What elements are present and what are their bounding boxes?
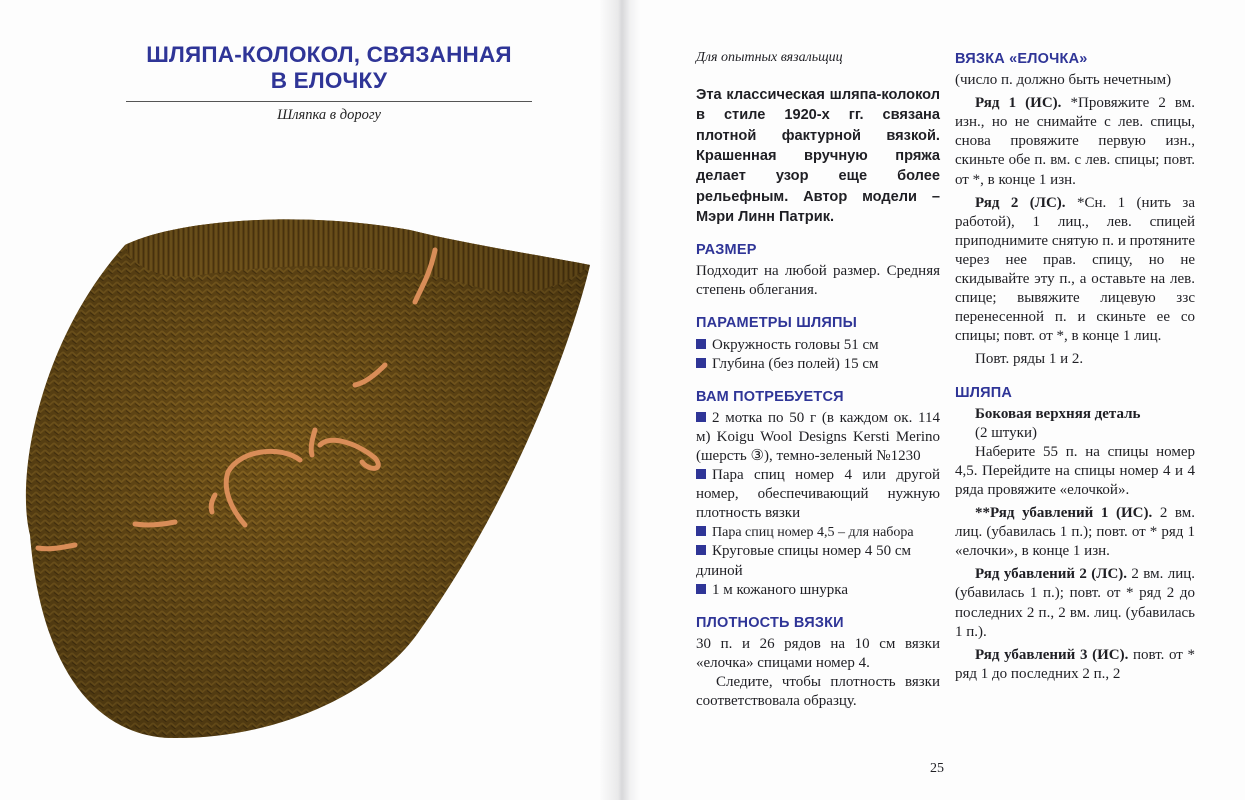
bullet-square-icon <box>696 339 706 349</box>
bullet-square-icon <box>696 412 706 422</box>
bullet-square-icon <box>696 526 706 536</box>
params-heading: ПАРАМЕТРЫ ШЛЯПЫ <box>696 315 858 332</box>
material-item: 1 м кожаного шнурка <box>696 581 940 600</box>
part-count: (2 штуки) <box>975 424 1037 441</box>
gauge-heading: ПЛОТНОСТЬ ВЯЗКИ <box>696 614 844 631</box>
book-spine <box>600 0 640 800</box>
decrease-row-3: Ряд убавлений 3 (ИС). повт. от * ряд 1 до последних 2 п., 2 <box>955 646 1195 682</box>
title-line-1: ШЛЯПА-КОЛОКОЛ, СВЯЗАННАЯ <box>146 42 512 67</box>
title-line-2: В ЕЛОЧКУ <box>270 68 388 93</box>
skill-level: Для опытных вязальщиц <box>696 50 843 65</box>
material-item: 2 мотка по 50 г (в каждом ок. 114 м) Koigu Wool Designs Kersti Merino (шерсть ③), темно-зеленый №1230 <box>696 409 940 465</box>
stitch-heading: ВЯЗКА «ЕЛОЧКА» <box>955 51 1088 67</box>
title-divider <box>126 101 532 102</box>
cast-on-instruction: Наберите 55 п. на спицы номер 4,5. Перейдите на спицы номер 4 и 4 ряда провяжите «елочкой». <box>955 443 1195 498</box>
intro-text: Эта классическая шляпа-колокол в стиле 1920-х гг. связана плотной фактурной вязкой. Крашенная вручную пряжа делает узор еще более рельефным. Автор модели – Мэри Линн Патрик. <box>696 87 940 225</box>
decrease-row-2: Ряд убавлений 2 (ЛС). 2 вм. лиц. (убавилась 1 п.); повт. от * ряд 2 до последних 2 п., 2 вм. лиц. (убавилась 1 п.). <box>955 566 1196 640</box>
materials-heading: ВАМ ПОТРЕБУЕТСЯ <box>696 388 844 405</box>
row-1-instruction: Ряд 1 (ИС). *Провяжите 2 вм. изн., но не снимайте с лев. спицы, снова провяжите первую изн., скиньте обе п. вм. с лев. спицы; повт. от *, в конце 1 изн. <box>955 95 1196 188</box>
decrease-row-1: **Ряд убавлений 1 (ИС). 2 вм. лиц. (убавилась 1 п.); повт. от * ряд 1 «елочки», в конце 1 изн. <box>955 505 1195 560</box>
hat-heading: ШЛЯПА <box>955 384 1013 401</box>
row-2-instruction: Ряд 2 (ЛС). *Сн. 1 (нить за работой), 1 лиц., лев. спицей приподнимите снятую п. и протяните через нее прав. спицу, но не скидывайте эту п., а оставьте на лев. спице; вывяжите лицевую ззс перенесенной п. и скиньте ее со спицы; повт. от *, в конце 1 лиц. <box>955 194 1195 345</box>
size-text: Подходит на любой размер. Средняя степень облегания. <box>696 263 940 299</box>
stitch-count-note: (число п. должно быть нечетным) <box>955 72 1172 89</box>
column-1 <box>696 48 940 711</box>
gauge-text: 30 п. и 26 рядов на 10 см вязки «елочка» спицами номер 4. <box>696 635 940 671</box>
gauge-note: Следите, чтобы плотность вязки соответствовала образцу. <box>696 674 940 710</box>
part-title: Боковая верхняя деталь <box>975 405 1141 422</box>
param-item: Глубина (без полей) 15 см <box>696 355 940 374</box>
page-title <box>128 42 530 94</box>
material-item: Круговые спицы номер 4 50 см длиной <box>696 543 912 579</box>
column-2 <box>955 50 1195 684</box>
hat-photo <box>0 190 605 750</box>
page-number: 25 <box>930 761 944 776</box>
repeat-instruction: Повт. ряды 1 и 2. <box>975 351 1084 368</box>
bullet-square-icon <box>696 358 706 368</box>
param-item: Окружность головы 51 см <box>696 336 940 355</box>
material-item: Пара спиц номер 4 или другой номер, обеспечивающий нужную плотность вязки <box>696 467 940 522</box>
size-heading: РАЗМЕР <box>696 242 757 259</box>
bullet-square-icon <box>696 545 706 555</box>
bullet-square-icon <box>696 469 706 479</box>
material-item: Пара спиц номер 4,5 – для набора <box>696 523 940 542</box>
bullet-square-icon <box>696 584 706 594</box>
subtitle: Шляпка в дорогу <box>277 107 381 123</box>
